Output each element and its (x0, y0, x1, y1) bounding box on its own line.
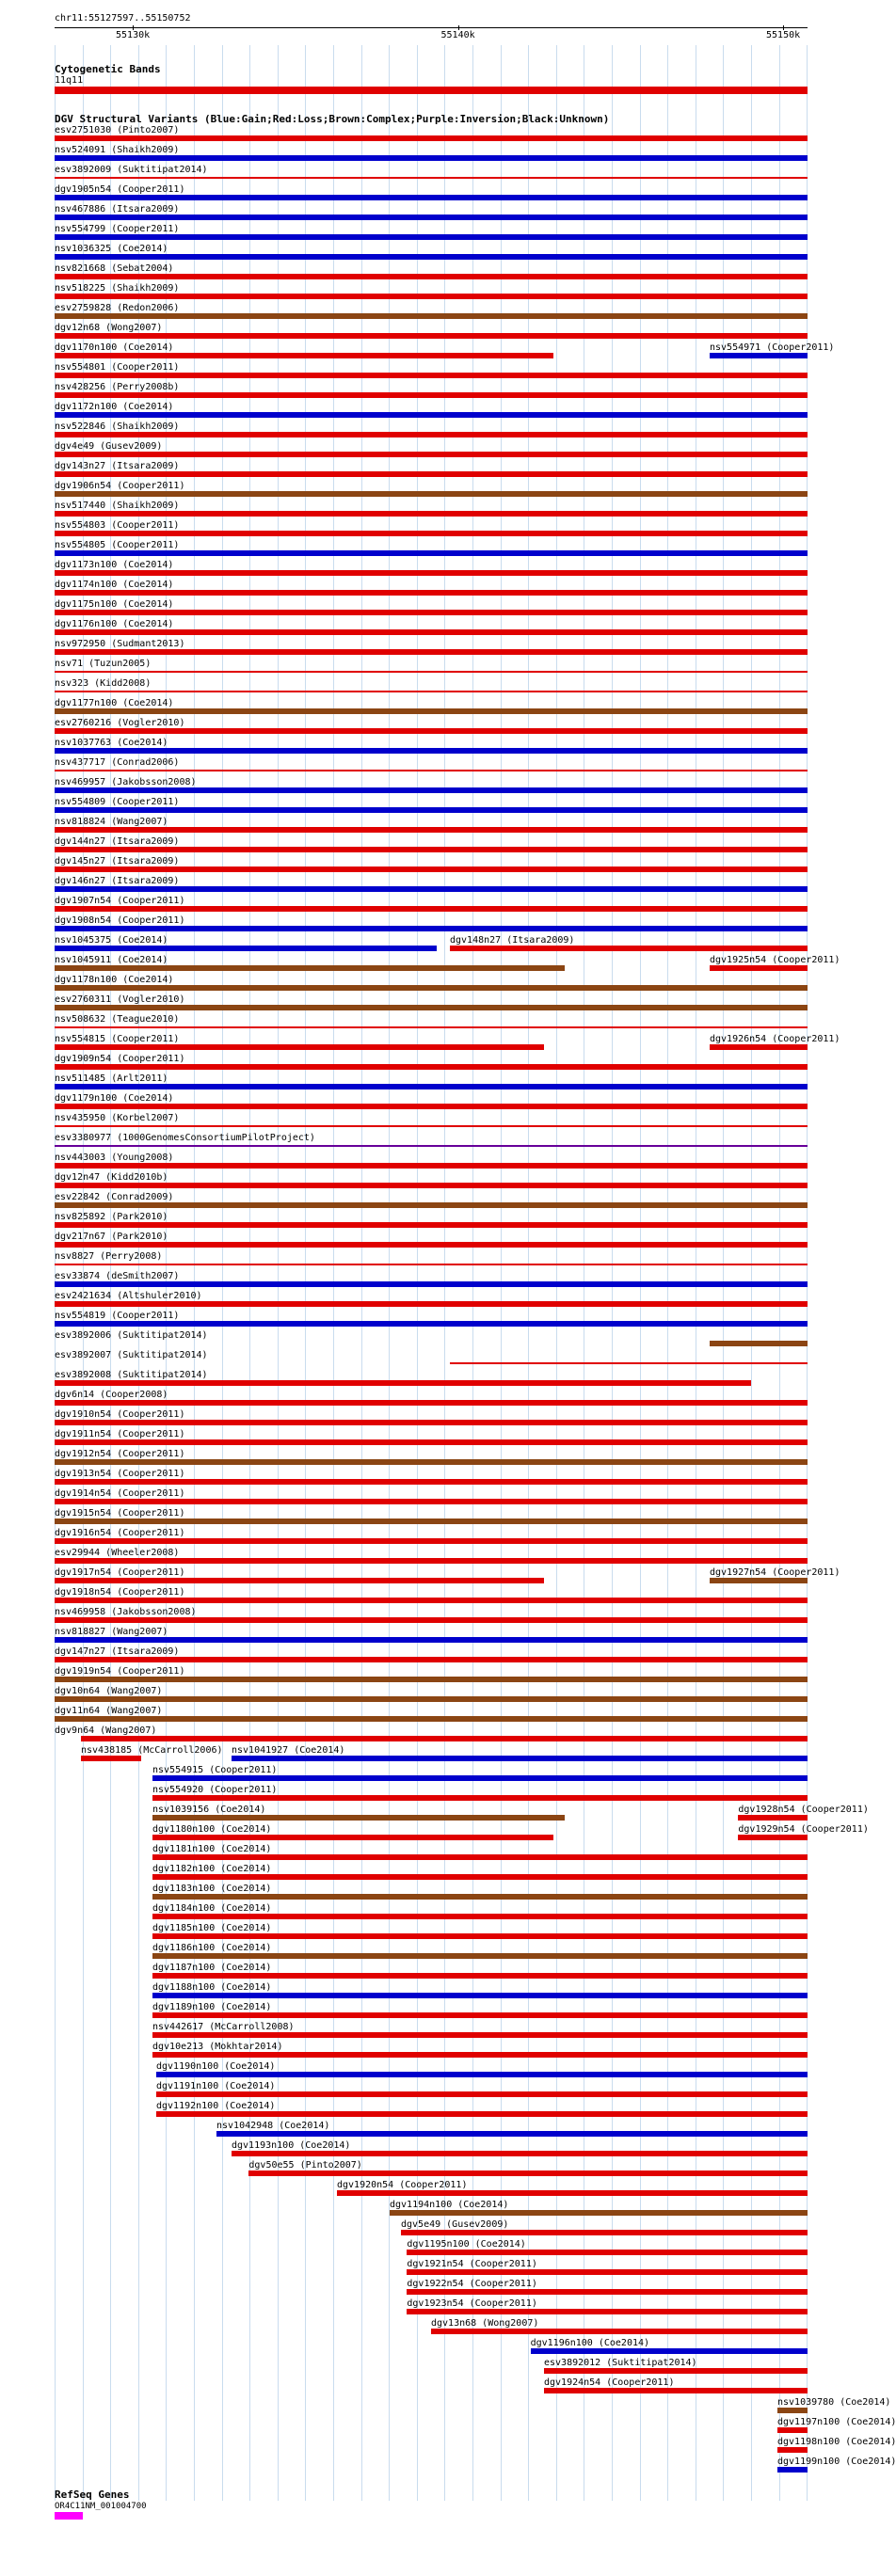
dgv-feature-bar[interactable] (152, 1894, 808, 1900)
dgv-feature-label[interactable]: nsv1045911 (Coe2014) (55, 955, 168, 965)
dgv-feature-label[interactable]: dgv147n27 (Itsara2009) (55, 1646, 180, 1657)
dgv-feature-bar[interactable] (152, 1933, 808, 1939)
dgv-feature-label[interactable]: dgv1183n100 (Coe2014) (152, 1884, 272, 1894)
dgv-feature-bar[interactable] (55, 1479, 808, 1485)
dgv-feature-label[interactable]: dgv1919n54 (Cooper2011) (55, 1666, 185, 1677)
dgv-feature-label[interactable]: dgv1188n100 (Coe2014) (152, 1982, 272, 1993)
dgv-feature-bar[interactable] (55, 985, 808, 991)
dgv-feature-label[interactable]: nsv438185 (McCarroll2006) (81, 1745, 223, 1756)
dgv-feature-bar[interactable] (55, 610, 808, 615)
dgv-feature-bar[interactable] (55, 946, 437, 951)
dgv-feature-bar[interactable] (544, 2368, 808, 2374)
dgv-feature-label[interactable]: nsv821668 (Sebat2004) (55, 263, 174, 274)
dgv-feature-bar[interactable] (531, 2348, 808, 2354)
dgv-feature-bar[interactable] (710, 965, 808, 971)
dgv-feature-bar[interactable] (55, 452, 808, 457)
dgv-feature-bar[interactable] (152, 2012, 808, 2018)
dgv-feature-bar[interactable] (55, 1519, 808, 1524)
dgv-feature-bar[interactable] (544, 2388, 808, 2393)
dgv-feature-bar[interactable] (55, 770, 808, 771)
dgv-feature-bar[interactable] (407, 2269, 808, 2275)
dgv-feature-label[interactable]: nsv1036325 (Coe2014) (55, 244, 168, 254)
dgv-feature-label[interactable]: nsv554920 (Cooper2011) (152, 1785, 278, 1795)
dgv-feature-label[interactable]: dgv217n67 (Park2010) (55, 1232, 168, 1242)
dgv-feature-label[interactable]: esv3892008 (Suktitipat2014) (55, 1370, 208, 1380)
dgv-feature-bar[interactable] (55, 195, 808, 200)
dgv-feature-label[interactable]: dgv1910n54 (Cooper2011) (55, 1409, 185, 1420)
dgv-feature-label[interactable]: dgv12n47 (Kidd2010b) (55, 1172, 168, 1183)
dgv-feature-label[interactable]: dgv1929n54 (Cooper2011) (738, 1824, 869, 1835)
dgv-feature-label[interactable]: nsv554805 (Cooper2011) (55, 540, 180, 550)
dgv-feature-label[interactable]: esv29944 (Wheeler2008) (55, 1548, 180, 1558)
dgv-feature-label[interactable]: esv2760311 (Vogler2010) (55, 994, 185, 1005)
dgv-feature-bar[interactable] (55, 1716, 808, 1722)
dgv-feature-bar[interactable] (55, 1439, 808, 1445)
dgv-feature-bar[interactable] (55, 471, 808, 477)
dgv-feature-label[interactable]: dgv1928n54 (Cooper2011) (738, 1805, 869, 1815)
dgv-feature-label[interactable]: dgv4e49 (Gusev2009) (55, 441, 163, 452)
dgv-feature-bar[interactable] (710, 1341, 808, 1346)
dgv-feature-bar[interactable] (55, 432, 808, 437)
dgv-feature-bar[interactable] (55, 1617, 808, 1623)
dgv-feature-label[interactable]: dgv1176n100 (Coe2014) (55, 619, 174, 629)
ruler-tick-label: 55130k (116, 30, 151, 40)
dgv-feature-bar[interactable] (55, 215, 808, 220)
dgv-feature-bar[interactable] (81, 1736, 808, 1741)
dgv-feature-bar[interactable] (407, 2289, 808, 2295)
dgv-feature-bar[interactable] (55, 1558, 808, 1564)
dgv-feature-label[interactable]: esv3892006 (Suktitipat2014) (55, 1330, 208, 1341)
dgv-feature-bar[interactable] (55, 1677, 808, 1682)
dgv-feature-bar[interactable] (216, 2131, 808, 2137)
dgv-feature-label[interactable]: nsv1042948 (Coe2014) (216, 2121, 330, 2131)
dgv-feature-label[interactable]: dgv1186n100 (Coe2014) (152, 1943, 272, 1953)
dgv-feature-label[interactable]: dgv1908n54 (Cooper2011) (55, 915, 185, 926)
dgv-feature-label[interactable]: dgv1918n54 (Cooper2011) (55, 1587, 185, 1598)
dgv-feature-label[interactable]: dgv10e213 (Mokhtar2014) (152, 2042, 283, 2052)
dgv-feature-label[interactable]: dgv5e49 (Gusev2009) (401, 2219, 509, 2230)
dgv-feature-bar[interactable] (407, 2250, 808, 2255)
dgv-feature-label[interactable]: dgv148n27 (Itsara2009) (450, 935, 575, 946)
dgv-feature-bar[interactable] (55, 1202, 808, 1208)
dgv-feature-bar[interactable] (55, 1183, 808, 1188)
cytoband-track-title: Cytogenetic Bands (55, 63, 161, 75)
dgv-feature-bar[interactable] (55, 550, 808, 556)
dgv-feature-label[interactable]: dgv1182n100 (Coe2014) (152, 1864, 272, 1874)
dgv-feature-label[interactable]: esv3380977 (1000GenomesConsortiumPilotProject) (55, 1133, 315, 1143)
dgv-feature-bar[interactable] (55, 728, 808, 734)
dgv-feature-label[interactable]: dgv1911n54 (Cooper2011) (55, 1429, 185, 1439)
dgv-feature-label[interactable]: dgv1913n54 (Cooper2011) (55, 1469, 185, 1479)
dgv-feature-label[interactable]: dgv1179n100 (Coe2014) (55, 1093, 174, 1104)
dgv-feature-bar[interactable] (55, 491, 808, 497)
dgv-feature-bar[interactable] (152, 1953, 808, 1959)
dgv-feature-label[interactable]: dgv9n64 (Wang2007) (55, 1725, 157, 1736)
dgv-feature-label[interactable]: nsv1041927 (Coe2014) (232, 1745, 345, 1756)
dgv-feature-label[interactable]: nsv467886 (Itsara2009) (55, 204, 180, 215)
dgv-feature-label[interactable]: nsv524091 (Shaikh2009) (55, 145, 180, 155)
dgv-feature-label[interactable]: dgv145n27 (Itsara2009) (55, 856, 180, 867)
dgv-feature-bar[interactable] (55, 294, 808, 299)
dgv-feature-bar[interactable] (777, 2427, 808, 2433)
dgv-feature-bar[interactable] (55, 708, 808, 714)
dgv-feature-label[interactable]: esv3892012 (Suktitipat2014) (544, 2358, 697, 2368)
dgv-feature-label[interactable]: dgv1920n54 (Cooper2011) (337, 2180, 468, 2190)
dgv-feature-label[interactable]: esv2760216 (Vogler2010) (55, 718, 185, 728)
dgv-feature-label[interactable]: esv2421634 (Altshuler2010) (55, 1291, 202, 1301)
dgv-feature-bar[interactable] (55, 965, 565, 971)
dgv-feature-bar[interactable] (777, 2447, 808, 2453)
dgv-feature-label[interactable]: nsv442617 (McCarroll2008) (152, 2022, 295, 2032)
dgv-feature-bar[interactable] (710, 1578, 808, 1583)
dgv-feature-label[interactable]: dgv1190n100 (Coe2014) (156, 2061, 276, 2072)
dgv-feature-label[interactable]: dgv1181n100 (Coe2014) (152, 1844, 272, 1854)
dgv-feature-bar[interactable] (55, 1222, 808, 1228)
dgv-feature-label[interactable]: dgv1914n54 (Cooper2011) (55, 1488, 185, 1499)
dgv-feature-label[interactable]: dgv1915n54 (Cooper2011) (55, 1508, 185, 1519)
dgv-feature-label[interactable]: dgv1198n100 (Coe2014) (777, 2437, 896, 2447)
cytoband-bar[interactable] (55, 87, 808, 94)
dgv-feature-label[interactable]: nsv522846 (Shaikh2009) (55, 421, 180, 432)
dgv-feature-label[interactable]: nsv443003 (Young2008) (55, 1153, 174, 1163)
dgv-feature-label[interactable]: dgv1177n100 (Coe2014) (55, 698, 174, 708)
dgv-feature-bar[interactable] (55, 827, 808, 833)
dgv-feature-bar[interactable] (450, 1362, 808, 1364)
ruler-tick-label: 55140k (440, 30, 475, 40)
dgv-feature-label[interactable]: nsv825892 (Park2010) (55, 1212, 168, 1222)
dgv-feature-label[interactable]: dgv1925n54 (Cooper2011) (710, 955, 840, 965)
dgv-feature-bar[interactable] (55, 671, 808, 673)
dgv-feature-label[interactable]: dgv1199n100 (Coe2014) (777, 2457, 896, 2467)
dgv-feature-bar[interactable] (152, 2052, 808, 2058)
dgv-feature-label[interactable]: dgv50e55 (Pinto2007) (248, 2160, 362, 2171)
ruler-line (55, 27, 808, 28)
dgv-feature-bar[interactable] (55, 906, 808, 912)
refseq-gene-label[interactable]: OR4C11NM_001004700 (55, 2502, 147, 2511)
dgv-feature-label[interactable]: nsv428256 (Perry2008b) (55, 382, 180, 392)
dgv-feature-label[interactable]: nsv323 (Kidd2008) (55, 678, 152, 689)
dgv-feature-label[interactable]: nsv508632 (Teague2010) (55, 1014, 180, 1025)
dgv-feature-label[interactable]: dgv11n64 (Wang2007) (55, 1706, 163, 1716)
dgv-feature-bar[interactable] (55, 807, 808, 813)
dgv-feature-label[interactable]: nsv818824 (Wang2007) (55, 817, 168, 827)
dgv-feature-bar[interactable] (55, 333, 808, 339)
dgv-feature-bar[interactable] (55, 1005, 808, 1010)
dgv-feature-label[interactable]: esv2759828 (Redon2006) (55, 303, 180, 313)
dgv-feature-label[interactable]: dgv1184n100 (Coe2014) (152, 1903, 272, 1914)
dgv-feature-label[interactable]: dgv13n68 (Wong2007) (431, 2318, 539, 2329)
dgv-feature-label[interactable]: nsv71 (Tuzun2005) (55, 659, 152, 669)
dgv-feature-bar[interactable] (450, 946, 808, 951)
dgv-feature-bar[interactable] (55, 926, 808, 931)
dgv-feature-bar[interactable] (55, 1104, 808, 1109)
dgv-feature-bar[interactable] (55, 1301, 808, 1307)
dgv-feature-bar[interactable] (55, 1026, 808, 1028)
dgv-feature-bar[interactable] (55, 511, 808, 517)
dgv-feature-label[interactable]: dgv12n68 (Wong2007) (55, 323, 163, 333)
dgv-feature-label[interactable]: nsv469957 (Jakobsson2008) (55, 777, 197, 787)
dgv-feature-label[interactable]: dgv144n27 (Itsara2009) (55, 836, 180, 847)
dgv-feature-label[interactable]: dgv1907n54 (Cooper2011) (55, 896, 185, 906)
dgv-feature-label[interactable]: dgv1924n54 (Cooper2011) (544, 2377, 675, 2388)
refseq-gene-bar[interactable] (55, 2512, 83, 2520)
dgv-feature-label[interactable]: dgv6n14 (Cooper2008) (55, 1390, 168, 1400)
dgv-feature-bar[interactable] (55, 1637, 808, 1643)
dgv-feature-label[interactable]: esv2751030 (Pinto2007) (55, 125, 180, 135)
dgv-feature-label[interactable]: esv33874 (deSmith2007) (55, 1271, 180, 1281)
dgv-feature-bar[interactable] (55, 1696, 808, 1702)
dgv-feature-label[interactable]: nsv517440 (Shaikh2009) (55, 501, 180, 511)
dgv-feature-label[interactable]: nsv511485 (Arlt2011) (55, 1073, 168, 1084)
dgv-feature-label[interactable]: dgv1172n100 (Coe2014) (55, 402, 174, 412)
dgv-feature-bar[interactable] (152, 1835, 553, 1840)
dgv-feature-bar[interactable] (55, 353, 553, 358)
dgv-feature-bar[interactable] (55, 412, 808, 418)
dgv-feature-bar[interactable] (55, 748, 808, 754)
dgv-feature-label[interactable]: nsv1037763 (Coe2014) (55, 738, 168, 748)
dgv-feature-bar[interactable] (55, 1459, 808, 1465)
dgv-feature-bar[interactable] (55, 1538, 808, 1544)
dgv-feature-bar[interactable] (55, 1125, 808, 1127)
dgv-feature-label[interactable]: nsv554815 (Cooper2011) (55, 1034, 180, 1044)
dgv-feature-label[interactable]: dgv1927n54 (Cooper2011) (710, 1567, 840, 1578)
dgv-feature-label[interactable]: dgv1197n100 (Coe2014) (777, 2417, 896, 2427)
dgv-feature-bar[interactable] (738, 1815, 808, 1821)
dgv-feature-label[interactable]: esv3892009 (Suktitipat2014) (55, 165, 208, 175)
dgv-feature-bar[interactable] (710, 353, 808, 358)
dgv-feature-label[interactable]: dgv1917n54 (Cooper2011) (55, 1567, 185, 1578)
dgv-feature-label[interactable]: nsv972950 (Sudmant2013) (55, 639, 185, 649)
dgv-feature-label[interactable]: nsv554819 (Cooper2011) (55, 1311, 180, 1321)
dgv-feature-bar[interactable] (55, 1321, 808, 1327)
dgv-feature-bar[interactable] (55, 1657, 808, 1662)
dgv-feature-label[interactable]: dgv1912n54 (Cooper2011) (55, 1449, 185, 1459)
dgv-feature-bar[interactable] (55, 787, 808, 793)
dgv-feature-bar[interactable] (55, 1380, 751, 1386)
dgv-feature-bar[interactable] (55, 1064, 808, 1070)
dgv-feature-label[interactable]: nsv518225 (Shaikh2009) (55, 283, 180, 294)
dgv-feature-label[interactable]: nsv469958 (Jakobsson2008) (55, 1607, 197, 1617)
dgv-feature-bar[interactable] (55, 590, 808, 596)
dgv-feature-label[interactable]: dgv1185n100 (Coe2014) (152, 1923, 272, 1933)
dgv-feature-label[interactable]: nsv818827 (Wang2007) (55, 1627, 168, 1637)
dgv-feature-label[interactable]: dgv1194n100 (Coe2014) (390, 2200, 509, 2210)
dgv-feature-label[interactable]: nsv1045375 (Coe2014) (55, 935, 168, 946)
dgv-feature-bar[interactable] (156, 2111, 808, 2117)
dgv-feature-label[interactable]: nsv554801 (Cooper2011) (55, 362, 180, 373)
dgv-feature-label[interactable]: nsv435950 (Korbel2007) (55, 1113, 180, 1123)
refseq-track-title: RefSeq Genes (55, 2489, 130, 2501)
dgv-feature-label[interactable]: dgv1180n100 (Coe2014) (152, 1824, 272, 1835)
dgv-feature-bar[interactable] (232, 1756, 808, 1761)
dgv-feature-bar[interactable] (55, 155, 808, 161)
dgv-feature-label[interactable]: nsv1039780 (Coe2014) (777, 2397, 891, 2408)
dgv-feature-bar[interactable] (248, 2171, 808, 2176)
dgv-feature-bar[interactable] (738, 1835, 808, 1840)
dgv-feature-bar[interactable] (710, 1044, 808, 1050)
dgv-feature-label[interactable]: dgv1175n100 (Coe2014) (55, 599, 174, 610)
dgv-feature-bar[interactable] (152, 2032, 808, 2038)
dgv-feature-label[interactable]: nsv554971 (Cooper2011) (710, 342, 835, 353)
dgv-feature-bar[interactable] (401, 2230, 808, 2235)
dgv-feature-bar[interactable] (55, 649, 808, 655)
dgv-feature-bar[interactable] (156, 2091, 808, 2097)
cytoband-label: 11q11 (55, 75, 84, 86)
dgv-feature-label[interactable]: dgv1916n54 (Cooper2011) (55, 1528, 185, 1538)
dgv-feature-label[interactable]: dgv1193n100 (Coe2014) (232, 2140, 351, 2151)
dgv-feature-label[interactable]: esv22842 (Conrad2009) (55, 1192, 174, 1202)
dgv-feature-label[interactable]: dgv1905n54 (Cooper2011) (55, 184, 185, 195)
dgv-feature-bar[interactable] (55, 177, 808, 179)
dgv-feature-bar[interactable] (777, 2408, 808, 2413)
dgv-feature-label[interactable]: esv3892007 (Suktitipat2014) (55, 1350, 208, 1360)
dgv-feature-bar[interactable] (152, 1854, 808, 1860)
dgv-feature-bar[interactable] (55, 274, 808, 279)
dgv-feature-bar[interactable] (55, 847, 808, 852)
dgv-feature-label[interactable]: nsv554809 (Cooper2011) (55, 797, 180, 807)
dgv-feature-label[interactable]: dgv1909n54 (Cooper2011) (55, 1054, 185, 1064)
dgv-feature-label[interactable]: dgv1192n100 (Coe2014) (156, 2101, 276, 2111)
dgv-feature-bar[interactable] (55, 135, 808, 141)
dgv-feature-label[interactable]: nsv554799 (Cooper2011) (55, 224, 180, 234)
dgv-feature-label[interactable]: dgv1922n54 (Cooper2011) (407, 2279, 537, 2289)
dgv-feature-bar[interactable] (55, 1281, 808, 1287)
dgv-feature-bar[interactable] (55, 629, 808, 635)
dgv-feature-bar[interactable] (232, 2151, 808, 2156)
dgv-feature-label[interactable]: dgv1187n100 (Coe2014) (152, 1963, 272, 1973)
dgv-feature-bar[interactable] (337, 2190, 808, 2196)
dgv-feature-bar[interactable] (407, 2309, 808, 2314)
dgv-feature-bar[interactable] (777, 2467, 808, 2473)
dgv-feature-bar[interactable] (390, 2210, 808, 2216)
dgv-feature-bar[interactable] (152, 1795, 808, 1801)
dgv-feature-label[interactable]: nsv554915 (Cooper2011) (152, 1765, 278, 1775)
dgv-feature-bar[interactable] (55, 867, 808, 872)
dgv-feature-bar[interactable] (55, 254, 808, 260)
dgv-feature-bar[interactable] (152, 1973, 808, 1979)
dgv-feature-label[interactable]: dgv1178n100 (Coe2014) (55, 975, 174, 985)
dgv-feature-label[interactable]: dgv143n27 (Itsara2009) (55, 461, 180, 471)
dgv-track-title: DGV Structural Variants (Blue:Gain;Red:Loss;Brown:Complex;Purple:Inversion;Black:Unknown) (55, 113, 610, 125)
dgv-feature-label[interactable]: dgv1174n100 (Coe2014) (55, 580, 174, 590)
dgv-feature-label[interactable]: dgv10n64 (Wang2007) (55, 1686, 163, 1696)
dgv-feature-bar[interactable] (55, 1499, 808, 1504)
dgv-feature-bar[interactable] (55, 234, 808, 240)
dgv-feature-bar[interactable] (55, 1163, 808, 1169)
dgv-feature-bar[interactable] (55, 531, 808, 536)
dgv-feature-label[interactable]: dgv146n27 (Itsara2009) (55, 876, 180, 886)
dgv-feature-label[interactable]: nsv8827 (Perry2008) (55, 1251, 163, 1262)
dgv-feature-bar[interactable] (55, 886, 808, 892)
dgv-feature-bar[interactable] (152, 1993, 808, 1998)
dgv-feature-bar[interactable] (152, 1914, 808, 1919)
dgv-feature-bar[interactable] (55, 313, 808, 319)
dgv-feature-bar[interactable] (55, 1044, 544, 1050)
dgv-feature-label[interactable]: dgv1196n100 (Coe2014) (530, 2338, 650, 2348)
dgv-feature-bar[interactable] (55, 1578, 544, 1583)
dgv-feature-label[interactable]: dgv1189n100 (Coe2014) (152, 2002, 272, 2012)
dgv-feature-bar[interactable] (55, 691, 808, 692)
dgv-feature-bar[interactable] (81, 1756, 141, 1761)
dgv-feature-label[interactable]: dgv1170n100 (Coe2014) (55, 342, 174, 353)
dgv-feature-bar[interactable] (152, 1775, 808, 1781)
dgv-feature-bar[interactable] (55, 1242, 808, 1248)
dgv-feature-bar[interactable] (55, 570, 808, 576)
dgv-feature-label[interactable]: nsv437717 (Conrad2006) (55, 757, 180, 768)
dgv-feature-label[interactable]: nsv554803 (Cooper2011) (55, 520, 180, 531)
dgv-feature-label[interactable]: dgv1906n54 (Cooper2011) (55, 481, 185, 491)
dgv-feature-label[interactable]: dgv1923n54 (Cooper2011) (407, 2298, 537, 2309)
dgv-feature-label[interactable]: nsv1039156 (Coe2014) (152, 1805, 266, 1815)
dgv-feature-label[interactable]: dgv1191n100 (Coe2014) (156, 2081, 276, 2091)
ruler-tick-label: 55150k (766, 30, 801, 40)
dgv-feature-label[interactable]: dgv1926n54 (Cooper2011) (710, 1034, 840, 1044)
dgv-feature-bar[interactable] (431, 2329, 808, 2334)
dgv-feature-bar[interactable] (152, 1815, 565, 1821)
dgv-feature-label[interactable]: dgv1173n100 (Coe2014) (55, 560, 174, 570)
dgv-feature-bar[interactable] (55, 373, 808, 378)
dgv-feature-bar[interactable] (156, 2072, 808, 2077)
dgv-feature-bar[interactable] (152, 1874, 808, 1880)
dgv-feature-bar[interactable] (55, 1400, 808, 1406)
dgv-feature-bar[interactable] (55, 1264, 808, 1265)
dgv-feature-bar[interactable] (55, 1598, 808, 1603)
dgv-feature-label[interactable]: dgv1921n54 (Cooper2011) (407, 2259, 537, 2269)
dgv-feature-label[interactable]: dgv1195n100 (Coe2014) (407, 2239, 526, 2250)
locus-label: chr11:55127597..55150752 (55, 13, 191, 24)
dgv-feature-bar[interactable] (55, 1420, 808, 1425)
dgv-feature-bar[interactable] (55, 1145, 808, 1147)
dgv-feature-bar[interactable] (55, 392, 808, 398)
dgv-feature-bar[interactable] (55, 1084, 808, 1089)
